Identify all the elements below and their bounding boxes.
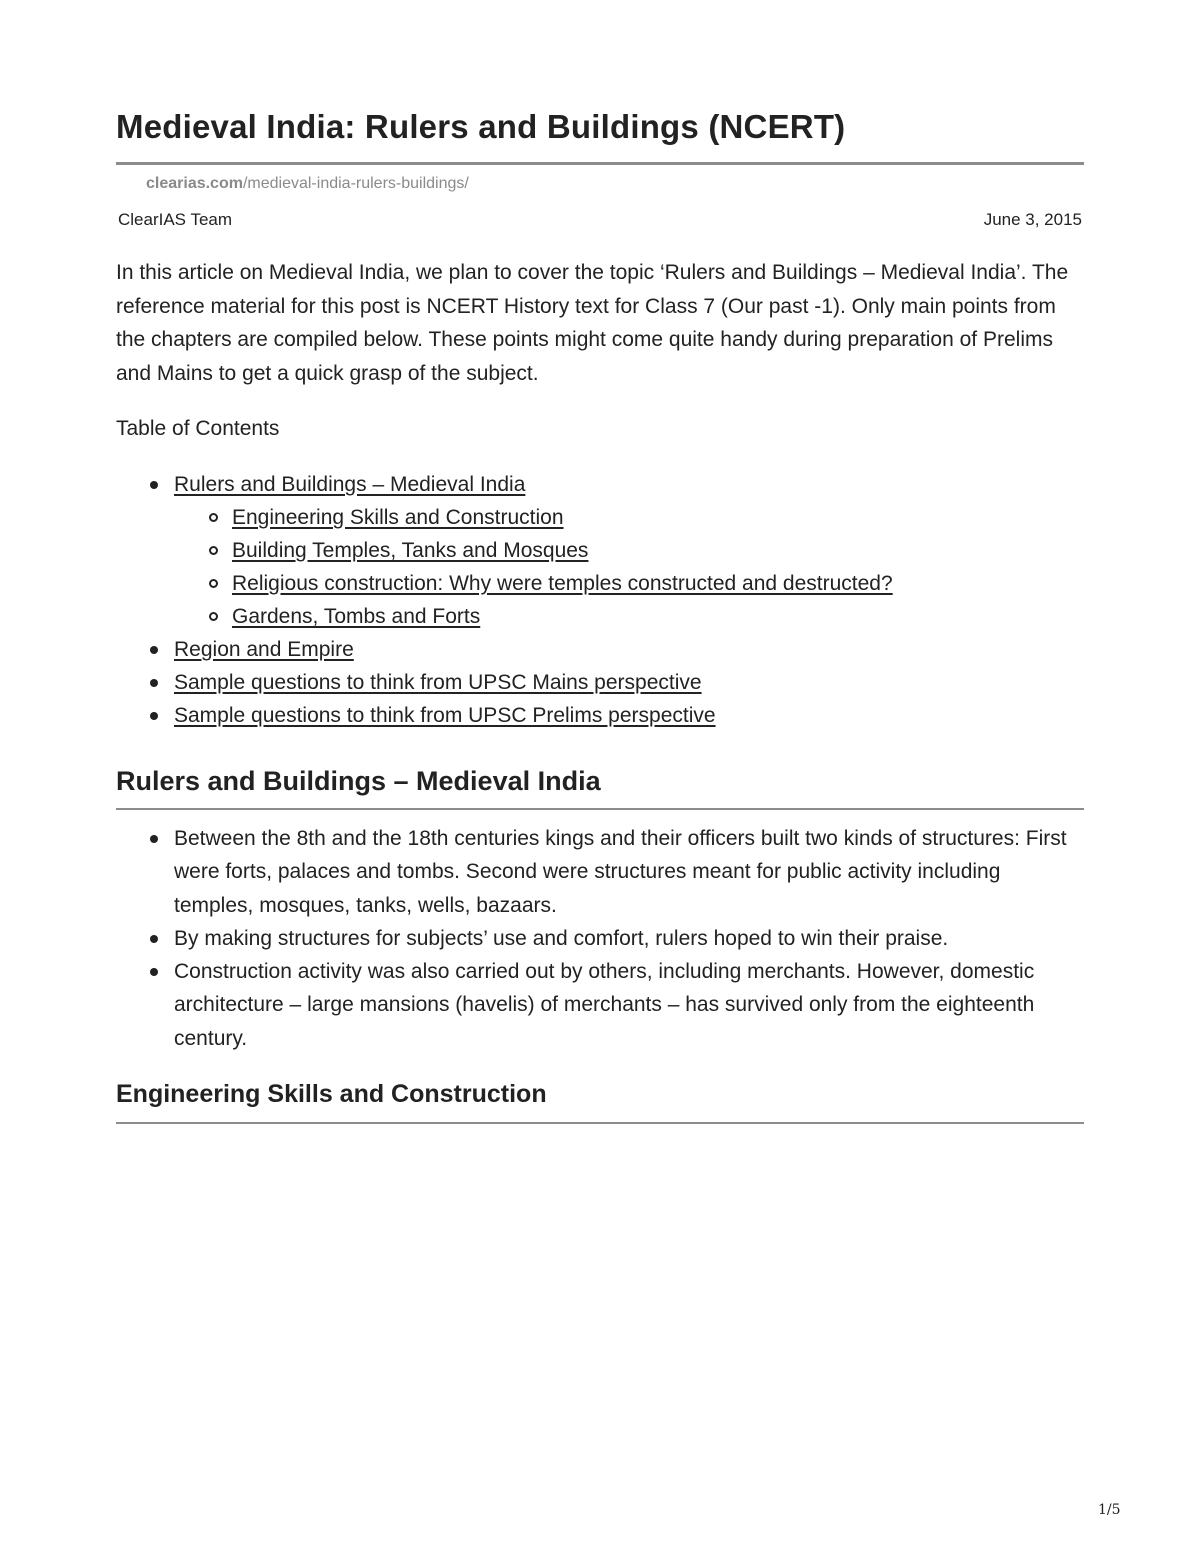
page-number: 1/5 — [1098, 1502, 1121, 1518]
toc-item — [116, 666, 1084, 699]
toc-title: Table of Contents — [116, 417, 280, 440]
toc-link-religious-construction[interactable]: Religious construction: Why were temples constructed and destructed? — [232, 572, 893, 595]
toc-link-region-and-empire[interactable]: Region and Empire — [174, 638, 354, 661]
toc-item — [116, 534, 1084, 567]
toc-item — [116, 567, 1084, 600]
intro-paragraph: In this article on Medieval India, we plan to cover the topic ‘Rulers and Buildings – Medieval India’. The reference material for this post is NCERT History text for Class 7 (Our past -1). Only main points from the chapters are compiled below. These points might come quite handy during preparation of Prelims and Mains to get a quick grasp of the subject. — [116, 261, 1069, 385]
section-divider — [116, 808, 1084, 810]
source-url[interactable] — [146, 175, 469, 193]
section-divider — [116, 1122, 1084, 1124]
toc-item — [116, 633, 1084, 666]
toc-item — [116, 699, 1084, 732]
toc-link-gardens-tombs-forts[interactable]: Gardens, Tombs and Forts — [232, 605, 481, 628]
toc-item — [116, 501, 1084, 534]
toc-item — [116, 600, 1084, 633]
article-date: June 3, 2015 — [983, 210, 1082, 229]
toc-link-prelims-questions[interactable]: Sample questions to think from UPSC Prelims perspective — [174, 704, 716, 727]
toc-link-rulers-and-buildings[interactable]: Rulers and Buildings – Medieval India — [174, 473, 526, 496]
toc-link-building-temples[interactable]: Building Temples, Tanks and Mosques — [232, 539, 589, 562]
source-domain: clearias.com — [146, 175, 243, 192]
article-title: Medieval India: Rulers and Buildings (NCERT) — [116, 108, 846, 145]
table-of-contents — [116, 468, 1084, 732]
title-divider — [116, 162, 1084, 165]
list-item: Construction activity was also carried out by others, including merchants. However, domestic architecture – large mansions (havelis) of merchants – has survived only from the eighteenth century. — [116, 955, 1084, 1055]
list-item: By making structures for subjects’ use and comfort, rulers hoped to win their praise. — [116, 922, 1084, 955]
toc-link-engineering-skills[interactable]: Engineering Skills and Construction — [232, 506, 564, 529]
source-path: /medieval-india-rulers-buildings/ — [242, 175, 469, 192]
section-bullet-list — [116, 822, 1084, 1055]
list-item: Between the 8th and the 18th centuries kings and their officers built two kinds of structures: First were forts, palaces and tombs. Second were structures meant for public activity including temples, mosques, tanks, wells, bazaars. — [116, 822, 1084, 922]
section-heading-engineering-skills: Engineering Skills and Construction — [116, 1080, 547, 1108]
toc-item — [116, 468, 1084, 501]
toc-link-mains-questions[interactable]: Sample questions to think from UPSC Mains perspective — [174, 671, 702, 694]
article-author: ClearIAS Team — [118, 210, 233, 229]
section-heading-rulers-and-buildings: Rulers and Buildings – Medieval India — [116, 766, 601, 796]
